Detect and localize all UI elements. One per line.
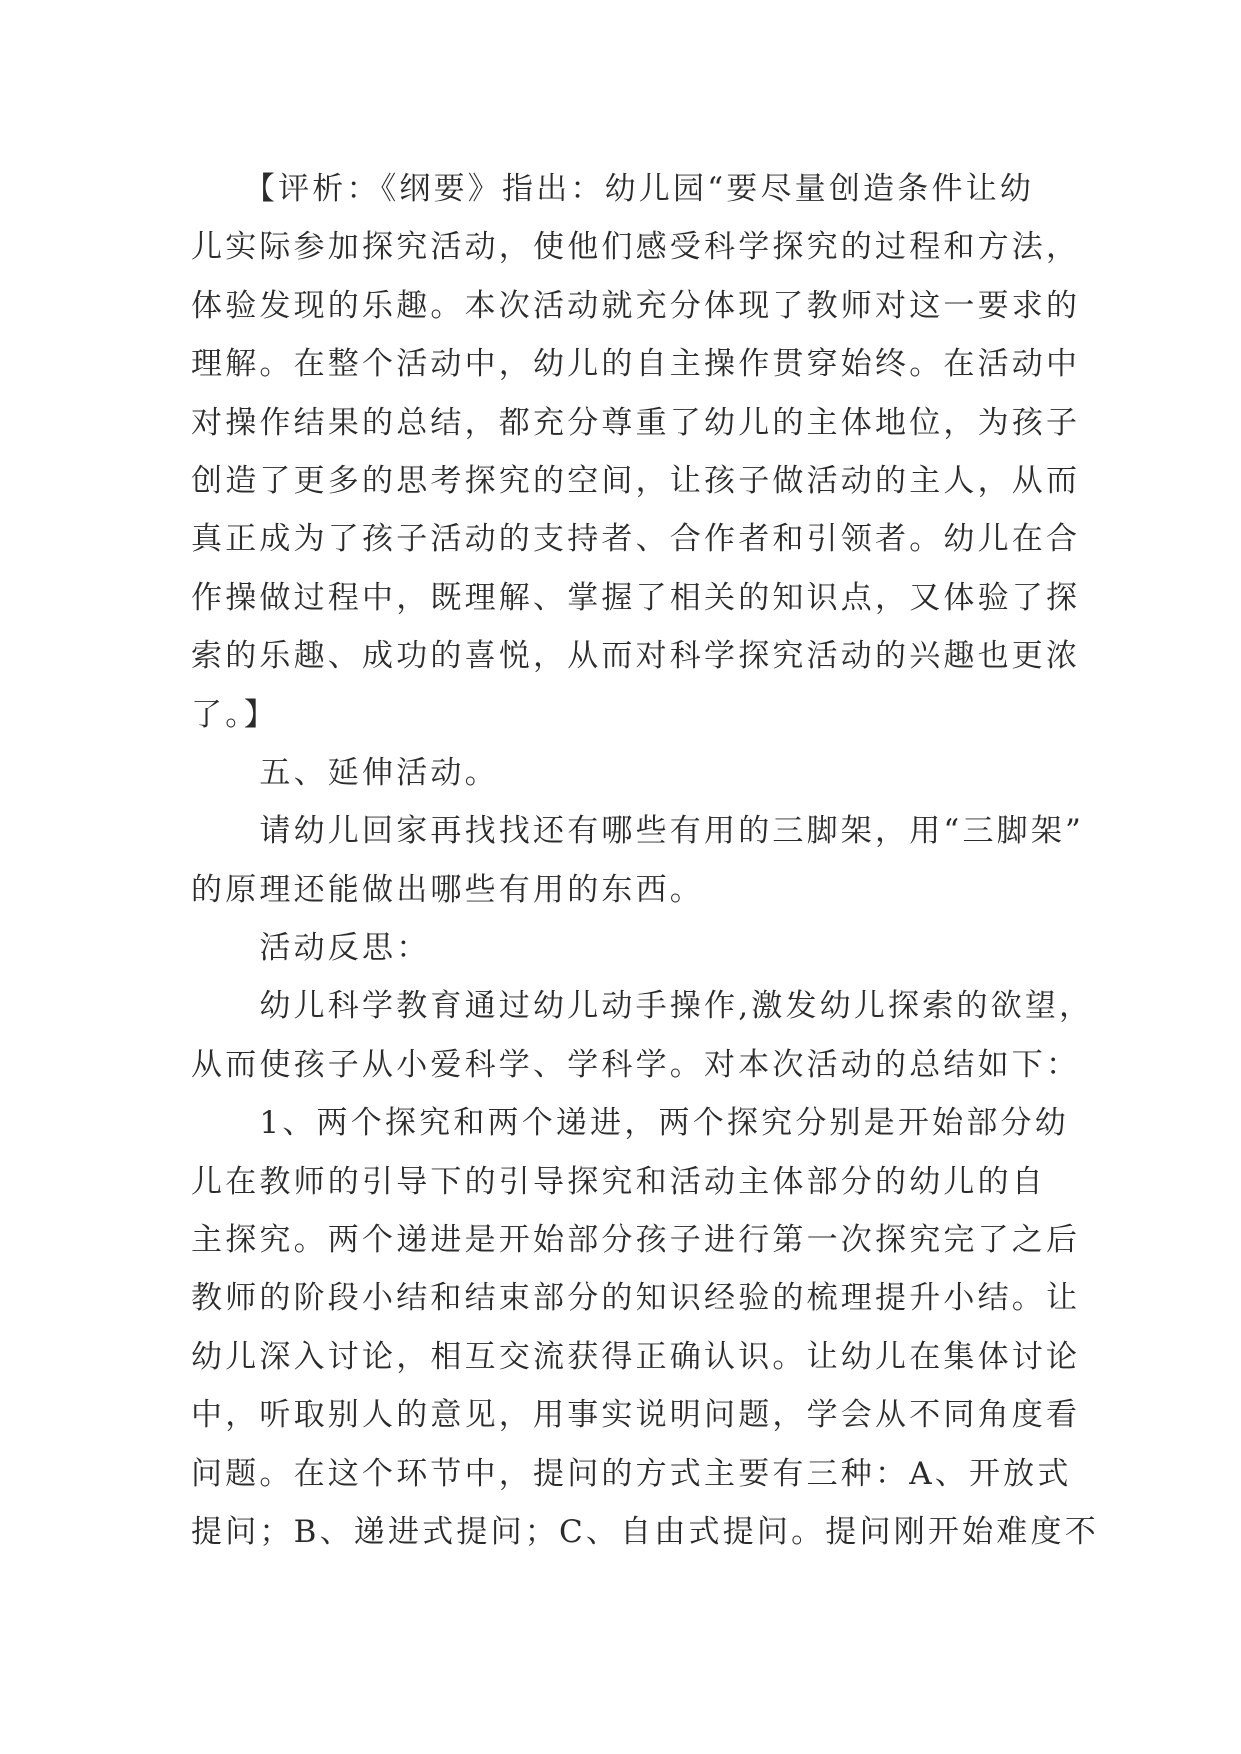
text-line: 儿实际参加探究活动，使他们感受科学探究的过程和方法， — [191, 229, 1081, 266]
text-line: 中，听取别人的意见，用事实说明问题，学会从不同角度看 — [191, 1397, 1081, 1434]
text-line: 儿在教师的引导下的引导探究和活动主体部分的幼儿的自 — [191, 1163, 1046, 1200]
section-heading: 活动反思： — [191, 930, 431, 967]
text-line: 幼儿科学教育通过幼儿动手操作,激发幼儿探索的欲望， — [191, 988, 1094, 1025]
body-text — [191, 160, 1099, 1561]
text-line: 的原理还能做出哪些有用的东西。 — [191, 871, 704, 908]
text-line: 了。】 — [191, 696, 279, 733]
text-line: 索的乐趣、成功的喜悦，从而对科学探究活动的兴趣也更浓 — [191, 638, 1081, 675]
text-line: 真正成为了孩子活动的支持者、合作者和引领者。幼儿在合 — [191, 521, 1081, 558]
section-heading: 五、延伸活动。 — [191, 754, 499, 791]
text-line: 理解。在整个活动中，幼儿的自主操作贯穿始终。在活动中 — [191, 346, 1081, 383]
text-line: 从而使孩子从小爱科学、学科学。对本次活动的总结如下： — [191, 1046, 1081, 1083]
text-line: 创造了更多的思考探究的空间，让孩子做活动的主人，从而 — [191, 462, 1081, 499]
text-line: 对操作结果的总结，都充分尊重了幼儿的主体地位，为孩子 — [191, 404, 1081, 441]
text-line: 主探究。两个递进是开始部分孩子进行第一次探究完了之后 — [191, 1222, 1081, 1259]
text-line: 【评析：《纲要》指出：幼儿园“要尽量创造条件让幼 — [191, 171, 1035, 207]
text-line: 幼儿深入讨论，相互交流获得正确认识。让幼儿在集体讨论 — [191, 1338, 1081, 1375]
text-line: 体验发现的乐趣。本次活动就充分体现了教师对这一要求的 — [191, 287, 1081, 324]
text-line: 教师的阶段小结和结束部分的知识经验的梳理提升小结。让 — [191, 1280, 1081, 1317]
text-line: 作操做过程中，既理解、掌握了相关的知识点，又体验了探 — [191, 579, 1081, 616]
text-line: 请幼儿回家再找找还有哪些有用的三脚架，用“三脚架” — [191, 813, 1085, 850]
text-line: 问题。在这个环节中，提问的方式主要有三种：A、开放式 — [191, 1455, 1072, 1492]
text-line: 提问；B、递进式提问；C、自由式提问。提问刚开始难度不 — [191, 1513, 1099, 1550]
text-line: 1、两个探究和两个递进，两个探究分别是开始部分幼 — [191, 1105, 1069, 1142]
